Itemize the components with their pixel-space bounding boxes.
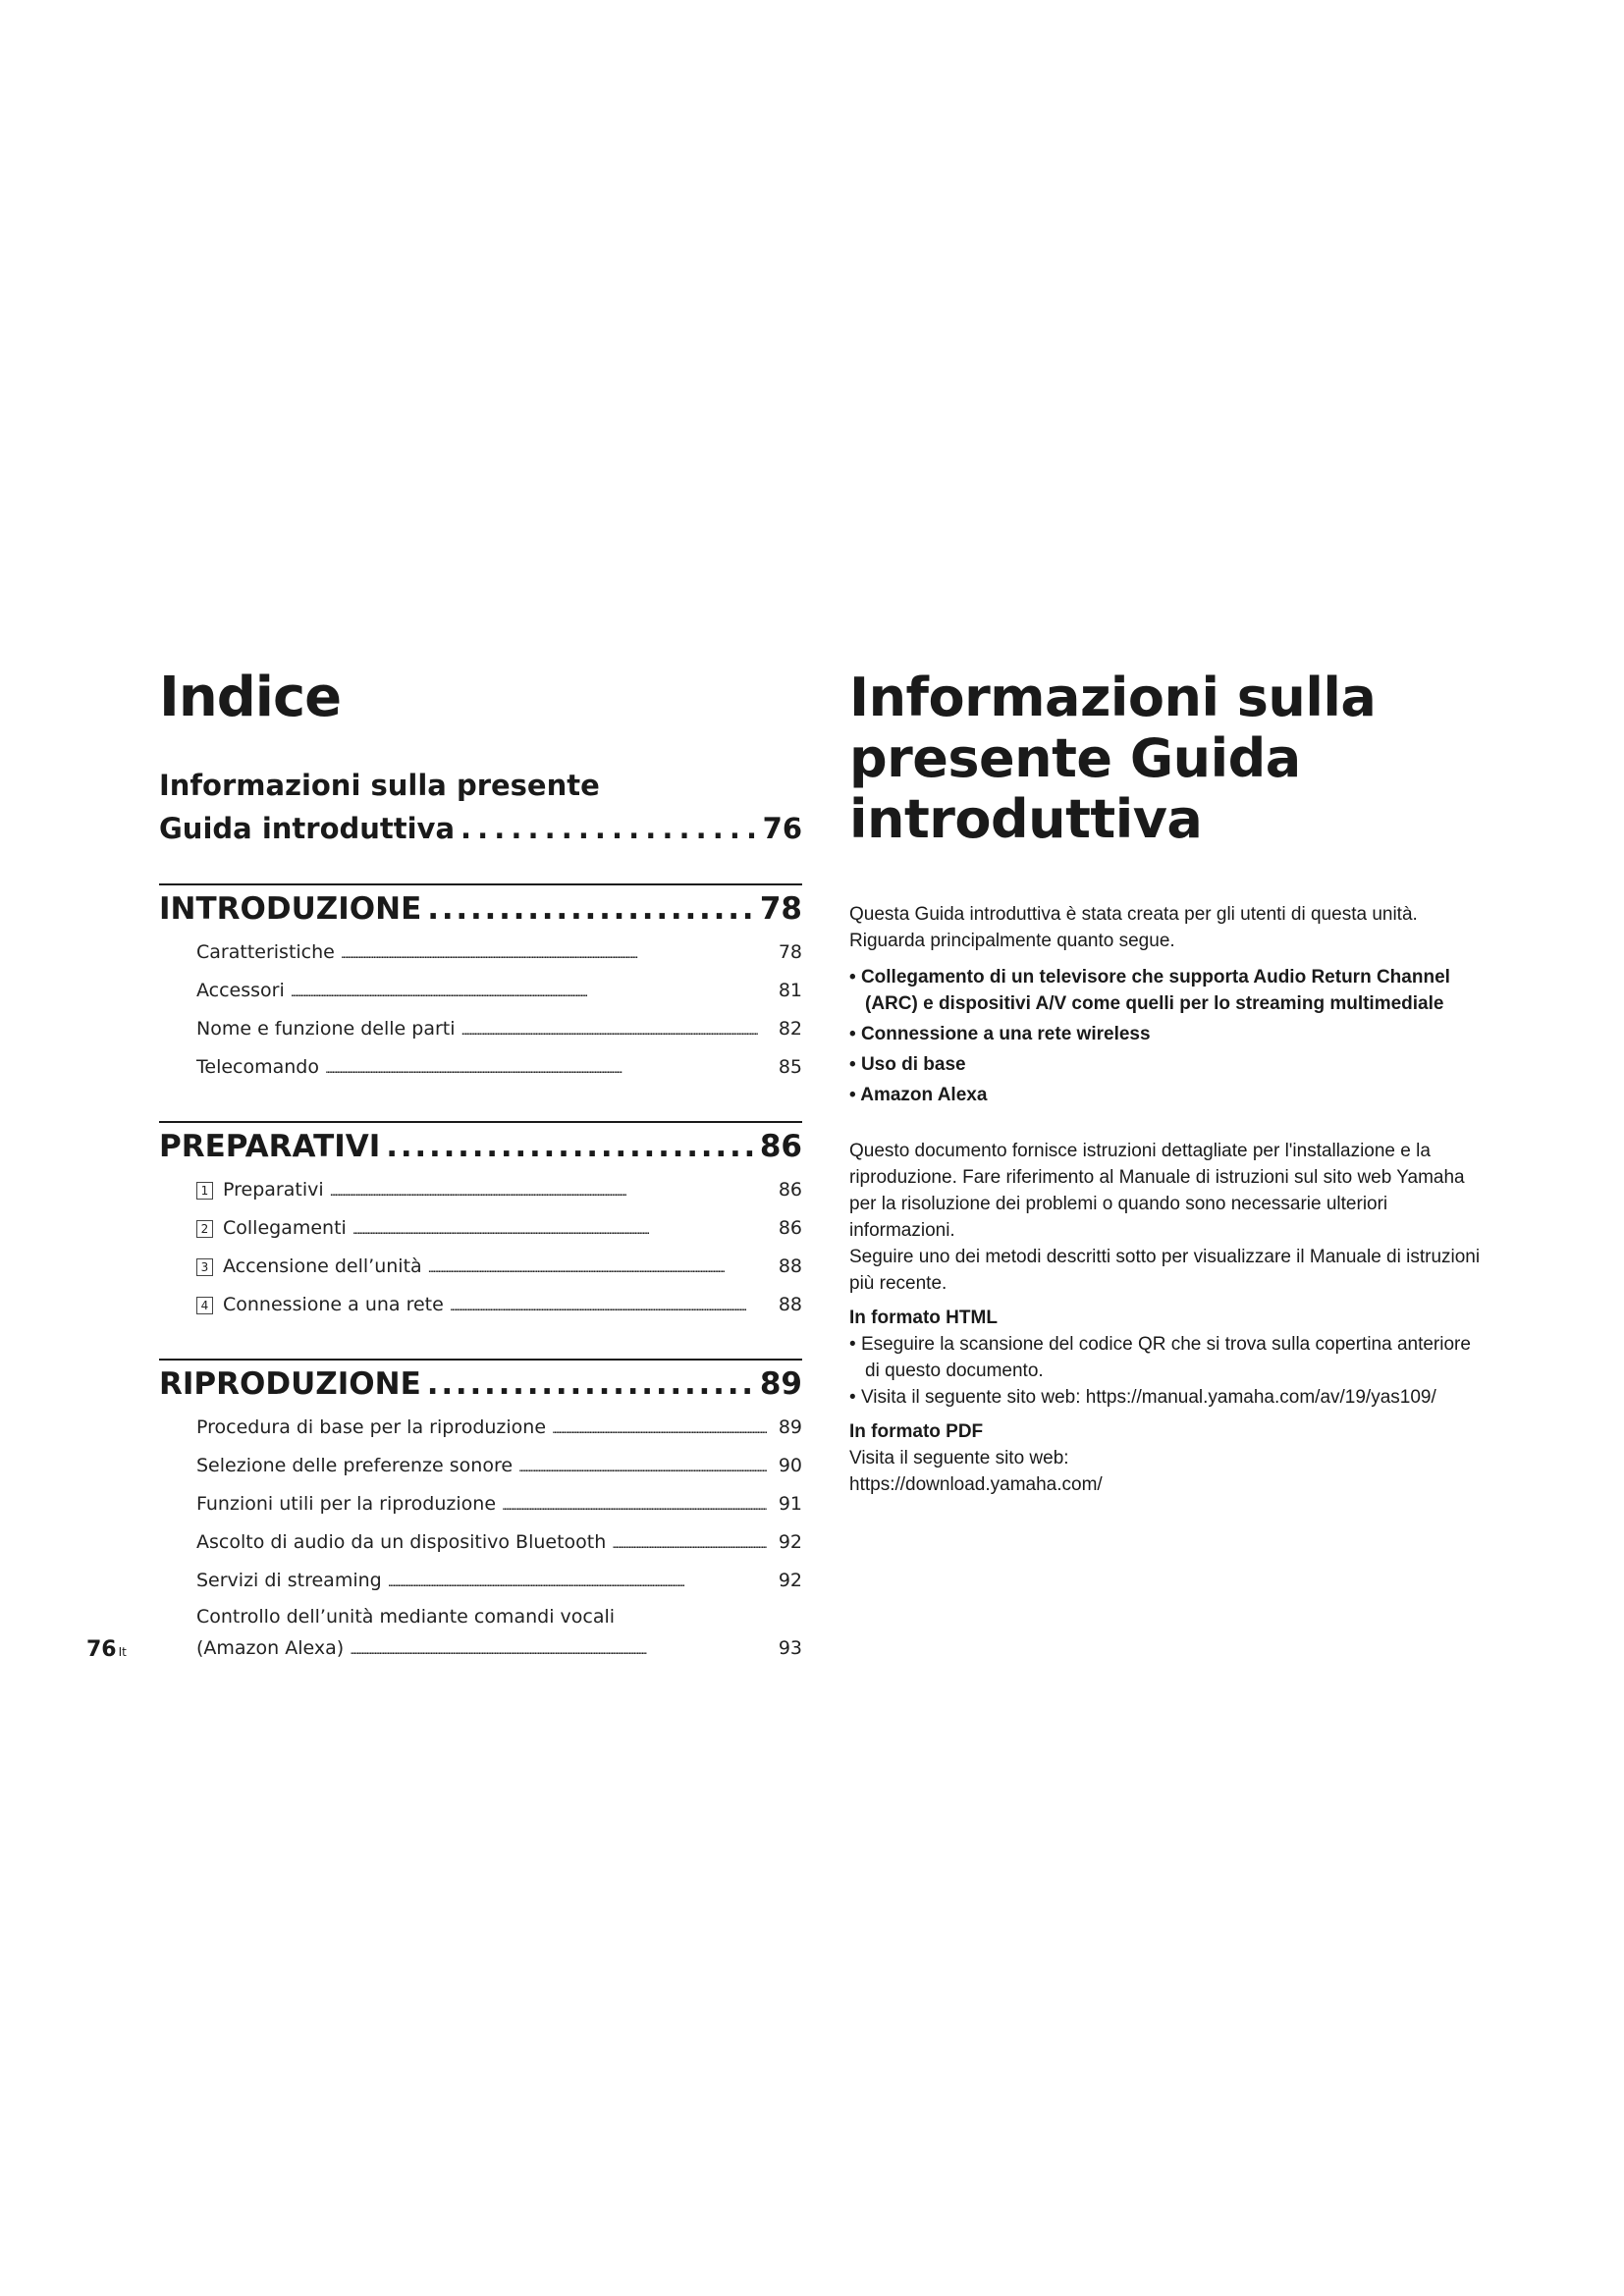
step-number-badge: 3 <box>196 1258 213 1276</box>
html-format-heading: In formato HTML <box>849 1308 998 1328</box>
guide-info-column <box>849 667 1488 1498</box>
toc-intro-line2: Guida introduttiva <box>159 811 456 845</box>
topic-item: • Amazon Alexa <box>849 1082 1488 1108</box>
toc-intro-entry[interactable] <box>159 764 802 850</box>
toc-section-heading[interactable]: PREPARATIVI . . . 86 <box>159 1121 802 1164</box>
toc-title: Indice <box>159 666 342 729</box>
topic-item: • Connessione a una rete wireless <box>849 1021 1488 1047</box>
leader-dots <box>502 1486 767 1524</box>
toc-item[interactable]: Servizi di streaming . . . 92 <box>159 1563 802 1601</box>
leader-dots <box>552 1410 767 1448</box>
leader-dots <box>427 1366 754 1402</box>
toc-item[interactable]: Telecomando . . . 85 <box>159 1049 802 1088</box>
topic-item: • Uso di base <box>849 1051 1488 1078</box>
leader-dots <box>388 1563 767 1601</box>
leader-dots <box>352 1210 767 1249</box>
leader-dots <box>325 1049 767 1088</box>
toc-section-preparativi <box>159 1121 802 1325</box>
leader-dots <box>427 891 754 927</box>
step-number-badge: 1 <box>196 1182 213 1200</box>
topic-list <box>849 964 1488 1108</box>
table-of-contents <box>159 667 802 1666</box>
leader-dots <box>386 1129 754 1164</box>
details-paragraph: Questo documento fornisce istruzioni dettagliate per l'installazione e la riproduzione. Fare riferimento al Manuale di istruzioni sul sito web Yamaha per la risoluzione dei problemi o quando sono necessarie ulteriori informazioni. <box>849 1141 1465 1241</box>
pdf-url[interactable]: https://download.yamaha.com/ <box>849 1474 1103 1495</box>
html-step: • Eseguire la scansione del codice QR che si trova sulla copertina anteriore di questo documento. <box>849 1331 1488 1384</box>
methods-intro: Seguire uno dei metodi descritti sotto per visualizzare il Manuale di istruzioni più recente. <box>849 1247 1481 1294</box>
toc-section-heading[interactable]: RIPRODUZIONE . . . 89 <box>159 1359 802 1402</box>
toc-item[interactable]: Nome e funzione delle parti . . . 82 <box>159 1011 802 1049</box>
leader-dots <box>291 973 767 1011</box>
leader-dots <box>518 1448 767 1486</box>
leader-dots <box>350 1632 767 1666</box>
toc-item[interactable]: Funzioni utili per la riproduzione . . . 91 <box>159 1486 802 1524</box>
leader-dots <box>612 1524 767 1563</box>
toc-item[interactable]: Procedura di base per la riproduzione . . . 89 <box>159 1410 802 1448</box>
toc-intro-page: 76 <box>762 811 802 845</box>
toc-item[interactable]: 4 Connessione a una rete . . . 88 <box>159 1287 802 1325</box>
leader-dots <box>450 1287 767 1325</box>
html-step-url[interactable]: • Visita il seguente sito web: https://manual.yamaha.com/av/19/yas109/ <box>849 1384 1488 1411</box>
toc-item[interactable]: Selezione delle preferenze sonore . . . 90 <box>159 1448 802 1486</box>
toc-item[interactable]: 1 Preparativi . . . 86 <box>159 1172 802 1210</box>
html-steps-list <box>849 1331 1488 1411</box>
step-number-badge: 2 <box>196 1220 213 1238</box>
toc-item[interactable]: Accessori . . . 81 <box>159 973 802 1011</box>
leader-dots <box>460 807 757 850</box>
info-title: Informazioni sulla presente Guida introduttiva <box>849 667 1377 850</box>
topic-item: • Collegamento di un televisore che supporta Audio Return Channel (ARC) e dispositivi A/V come quelli per lo streaming multimediale <box>849 964 1488 1017</box>
toc-item[interactable]: Ascolto di audio da un dispositivo Bluetooth . . . 92 <box>159 1524 802 1563</box>
pdf-text: Visita il seguente sito web: <box>849 1448 1069 1468</box>
language-code: It <box>118 1645 127 1659</box>
toc-intro-line1: Informazioni sulla presente <box>159 768 600 802</box>
leader-dots <box>330 1172 767 1210</box>
toc-section-riproduzione <box>159 1359 802 1666</box>
page-number: 76 It <box>86 1637 127 1662</box>
toc-section-heading[interactable]: INTRODUZIONE . . . 78 <box>159 883 802 927</box>
leader-dots <box>461 1011 767 1049</box>
toc-section-introduzione <box>159 883 802 1088</box>
pdf-format-heading: In formato PDF <box>849 1421 984 1442</box>
leader-dots <box>341 934 767 973</box>
leader-dots <box>428 1249 767 1287</box>
step-number-badge: 4 <box>196 1297 213 1314</box>
info-intro: Questa Guida introduttiva è stata creata per gli utenti di questa unità. Riguarda principalmente quanto segue. <box>849 904 1418 951</box>
toc-item[interactable]: Caratteristiche . . . 78 <box>159 934 802 973</box>
toc-item[interactable]: 3 Accensione dell’unità . . . 88 <box>159 1249 802 1287</box>
toc-item[interactable]: 2 Collegamenti . . . 86 <box>159 1210 802 1249</box>
toc-item[interactable]: Controllo dell’unità mediante comandi vocali (Amazon Alexa) . . . 93 <box>159 1601 802 1666</box>
